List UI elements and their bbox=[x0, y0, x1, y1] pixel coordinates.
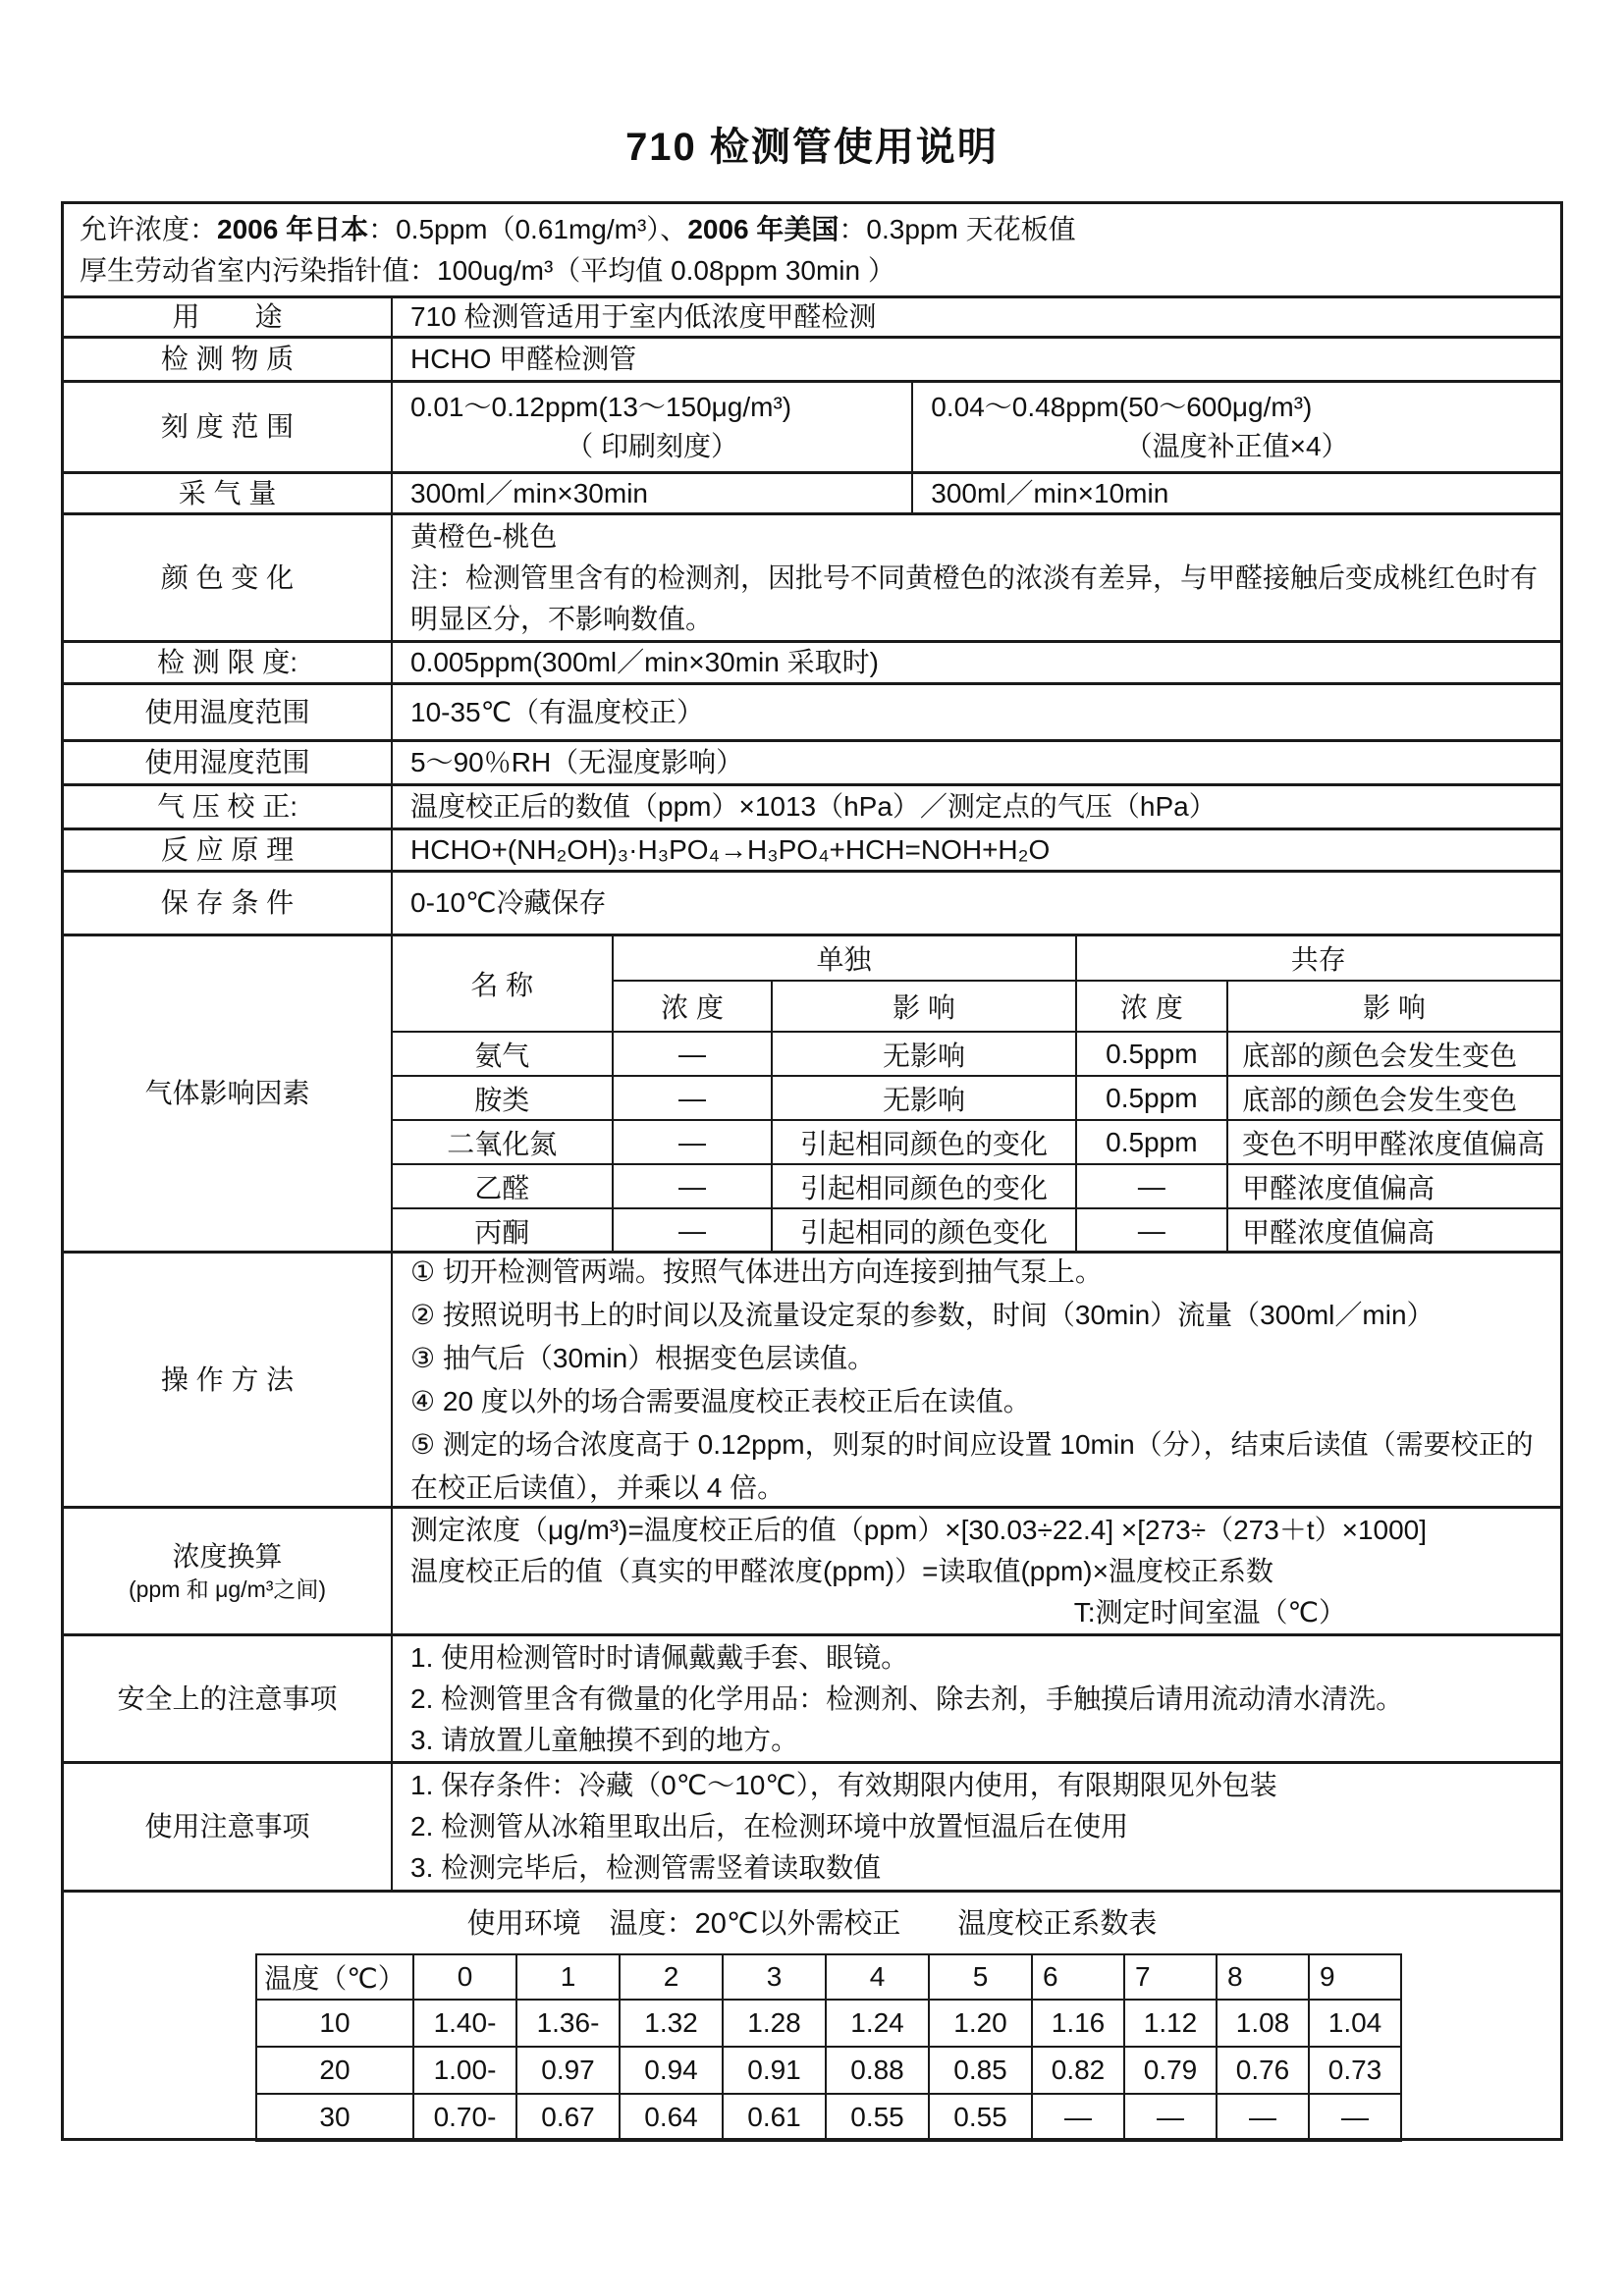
gas-effect-alone: 无影响 bbox=[772, 1032, 1075, 1076]
row-correction-table bbox=[64, 1890, 1560, 2138]
correction-temp: 10 bbox=[256, 2000, 413, 2047]
gas-header-effect-coexist: 影 响 bbox=[1227, 981, 1560, 1032]
allowed-usa-2006: 2006 年美国 bbox=[687, 213, 839, 244]
humidity-range-value: 5～90％RH（无湿度影响） bbox=[410, 747, 744, 777]
gas-effect-coexist: 甲醛浓度值偏高 bbox=[1227, 1164, 1560, 1208]
safety-notes-list bbox=[393, 1636, 1560, 1761]
purpose-label: 用 途 bbox=[64, 298, 393, 336]
operation-step-1: ① 切开检测管两端。按照气体进出方向连接到抽气泵上。 bbox=[410, 1255, 1103, 1287]
correction-row-20 bbox=[256, 2047, 1401, 2094]
row-sampling-volume bbox=[64, 471, 1560, 512]
gas-conc-coexist: 0.5ppm bbox=[1076, 1120, 1228, 1164]
gas-influence-table-wrap bbox=[393, 936, 1560, 1251]
correction-value: 1.36- bbox=[516, 2000, 620, 2047]
safety-notes-label: 安全上的注意事项 bbox=[64, 1636, 393, 1761]
row-usage-notes bbox=[64, 1761, 1560, 1890]
gas-row-acetone bbox=[393, 1208, 1560, 1253]
substance-value: HCHO 甲醛检测管 bbox=[410, 344, 637, 374]
correction-section bbox=[64, 1893, 1560, 2138]
sampling-volume-values bbox=[393, 474, 1560, 512]
reaction-principle-label: 反 应 原 理 bbox=[64, 830, 393, 870]
correction-value: 1.32 bbox=[620, 2000, 723, 2047]
correction-digit: 0 bbox=[413, 1954, 516, 2000]
correction-digit: 4 bbox=[826, 1954, 929, 2000]
correction-table bbox=[255, 1953, 1402, 2142]
conversion-formulas bbox=[393, 1509, 1560, 1633]
sampling-volume-label: 采 气 量 bbox=[64, 474, 393, 512]
correction-value: 1.00- bbox=[413, 2047, 516, 2094]
correction-value: — bbox=[1032, 2094, 1124, 2141]
correction-value: 0.64 bbox=[620, 2094, 723, 2141]
temperature-range-value: 10-35℃（有温度校正） bbox=[410, 696, 705, 727]
correction-digit: 3 bbox=[723, 1954, 826, 2000]
correction-value: 0.82 bbox=[1032, 2047, 1124, 2094]
scale-corrected-range: 0.04～0.48ppm(50～600μg/m³) bbox=[931, 392, 1313, 422]
allowed-concentration-text bbox=[64, 204, 1560, 295]
correction-row-10 bbox=[256, 2000, 1401, 2047]
correction-row-30 bbox=[256, 2094, 1401, 2141]
correction-value: — bbox=[1217, 2094, 1309, 2141]
scale-range-printed bbox=[393, 383, 913, 471]
correction-value: 1.16 bbox=[1032, 2000, 1124, 2047]
gas-conc-alone: — bbox=[613, 1076, 773, 1120]
row-purpose bbox=[64, 295, 1560, 336]
gas-name: 乙醛 bbox=[393, 1164, 613, 1208]
gas-name: 胺类 bbox=[393, 1076, 613, 1120]
row-allowed-concentration bbox=[64, 204, 1560, 295]
correction-value: 0.73 bbox=[1309, 2047, 1401, 2094]
detection-limit-label: 检 测 限 度: bbox=[64, 643, 393, 682]
gas-effect-coexist: 甲醛浓度值偏高 bbox=[1242, 1217, 1435, 1248]
substance-label: 检 测 物 质 bbox=[64, 339, 393, 380]
correction-digit: 8 bbox=[1217, 1954, 1309, 2000]
conversion-formula-1: 测定浓度（μg/m³)=温度校正后的值（ppm）×[30.03÷22.4] ×[273÷（273＋t）×1000] bbox=[410, 1514, 1428, 1545]
correction-digit: 9 bbox=[1309, 1954, 1401, 2000]
pressure-correction-label: 气 压 校 正: bbox=[64, 786, 393, 828]
gas-header-alone: 单独 bbox=[613, 936, 1076, 981]
operation-step-2: ② 按照说明书上的时间以及流量设定泵的参数，时间（30min）流量（300ml／min） bbox=[410, 1299, 1435, 1330]
gas-name: 丙酮 bbox=[393, 1208, 613, 1253]
correction-value: 1.40- bbox=[413, 2000, 516, 2047]
row-gas-influence bbox=[64, 934, 1560, 1251]
gas-effect-coexist: 底部的颜色会发生变色 bbox=[1227, 1032, 1560, 1076]
allowed-usa-value: ：0.3ppm 天花板值 bbox=[839, 213, 1076, 244]
gas-effect-alone: 引起相同的颜色变化 bbox=[772, 1208, 1075, 1253]
conversion-label-line2: (ppm 和 μg/m³之间) bbox=[128, 1575, 327, 1602]
safety-note-1: 1. 使用检测管时时请佩戴戴手套、眼镜。 bbox=[410, 1641, 909, 1673]
correction-value: 1.08 bbox=[1217, 2000, 1309, 2047]
allowed-japan-value: ：0.5ppm（0.61mg/m³）、 bbox=[368, 213, 688, 244]
gas-conc-coexist: — bbox=[1076, 1208, 1228, 1253]
scale-range-corrected bbox=[913, 383, 1560, 471]
scale-printed-range: 0.01～0.12ppm(13～150μg/m³) bbox=[410, 392, 792, 422]
correction-value: 0.88 bbox=[826, 2047, 929, 2094]
gas-conc-alone: — bbox=[613, 1164, 773, 1208]
correction-value: 0.85 bbox=[929, 2047, 1032, 2094]
gas-header-coexist: 共存 bbox=[1076, 936, 1560, 981]
conversion-label bbox=[64, 1509, 393, 1633]
gas-header-name: 名 称 bbox=[393, 936, 613, 1032]
scale-corrected-note: （温度补正值×4） bbox=[1124, 431, 1349, 461]
gas-header-effect-alone: 影 响 bbox=[772, 981, 1075, 1032]
correction-value: — bbox=[1309, 2094, 1401, 2141]
gas-effect-coexist: 变色不明甲醛浓度值偏高 bbox=[1227, 1120, 1560, 1164]
conversion-note-t: T:测定时间室温（℃） bbox=[1073, 1596, 1346, 1628]
operation-step-3: ③ 抽气后（30min）根据变色层读值。 bbox=[410, 1342, 876, 1373]
storage-condition-value: 0-10℃冷藏保存 bbox=[410, 887, 607, 918]
usage-note-1: 1. 保存条件：冷藏（0℃～10℃），有效期限内使用，有限期限见外包装 bbox=[410, 1770, 1277, 1800]
purpose-value: 710 检测管适用于室内低浓度甲醛检测 bbox=[410, 301, 877, 332]
correction-value: — bbox=[1124, 2094, 1217, 2141]
correction-value: 0.55 bbox=[929, 2094, 1032, 2141]
allowed-japan-2006: 2006 年日本 bbox=[217, 213, 369, 244]
instruction-table bbox=[61, 201, 1563, 2141]
correction-value: 1.28 bbox=[723, 2000, 826, 2047]
gas-row-no2 bbox=[393, 1120, 1560, 1164]
gas-conc-alone: — bbox=[613, 1032, 773, 1076]
detection-limit-value: 0.005ppm(300ml／min×30min 采取时) bbox=[410, 647, 879, 677]
correction-value: 1.12 bbox=[1124, 2000, 1217, 2047]
correction-header-row bbox=[256, 1954, 1401, 2000]
conversion-formula-2: 温度校正后的值（真实的甲醛浓度(ppm)）=读取值(ppm)×温度校正系数 bbox=[410, 1555, 1273, 1586]
correction-caption: 使用环境 温度：20℃以外需校正 温度校正系数表 bbox=[466, 1908, 1158, 1940]
gas-effect-coexist: 底部的颜色会发生变色 bbox=[1227, 1076, 1560, 1120]
gas-header-row-1 bbox=[393, 936, 1560, 981]
correction-value: 0.70- bbox=[413, 2094, 516, 2141]
color-change-line1: 黄橙色-桃色 bbox=[410, 520, 558, 552]
gas-conc-coexist: — bbox=[1076, 1164, 1228, 1208]
correction-value: 0.67 bbox=[516, 2094, 620, 2141]
allowed-line1 bbox=[80, 209, 1544, 250]
gas-conc-alone: — bbox=[613, 1208, 773, 1253]
correction-temp: 20 bbox=[256, 2047, 413, 2094]
pressure-correction-value: 温度校正后的数值（ppm）×1013（hPa）／测定点的气压（hPa） bbox=[410, 791, 1217, 822]
usage-notes-label: 使用注意事项 bbox=[64, 1764, 393, 1890]
gas-name: 二氧化氮 bbox=[393, 1120, 613, 1164]
reaction-principle-formula: HCHO+(NH₂OH)₃·H₃PO₄→H₃PO₄+HCH=NOH+H₂O bbox=[410, 834, 1051, 865]
row-concentration-conversion bbox=[64, 1506, 1560, 1633]
color-change-note: 注：检测管里含有的检测剂，因批号不同黄橙色的浓淡有差异，与甲醛接触后变成桃红色时有明显区分，不影响数值。 bbox=[410, 561, 1539, 634]
correction-temp: 30 bbox=[256, 2094, 413, 2141]
correction-digit: 2 bbox=[620, 1954, 723, 2000]
gas-row-acetaldehyde bbox=[393, 1164, 1560, 1208]
row-storage-condition bbox=[64, 870, 1560, 934]
sampling-volume-right: 300ml／min×10min bbox=[931, 477, 1169, 508]
row-color-change bbox=[64, 512, 1560, 640]
correction-value: 0.61 bbox=[723, 2094, 826, 2141]
scale-range-values bbox=[393, 383, 1560, 471]
allowed-line2: 厚生劳动省室内污染指针值：100ug/m³（平均值 0.08ppm 30min ） bbox=[80, 254, 895, 286]
correction-value: 0.91 bbox=[723, 2047, 826, 2094]
gas-effect-alone: 引起相同颜色的变化 bbox=[772, 1120, 1075, 1164]
row-scale-range bbox=[64, 380, 1560, 471]
gas-row-ammonia bbox=[393, 1032, 1560, 1076]
temperature-range-label: 使用温度范围 bbox=[64, 685, 393, 739]
correction-value: 0.55 bbox=[826, 2094, 929, 2141]
storage-condition-label: 保 存 条 件 bbox=[64, 873, 393, 934]
allowed-prefix: 允许浓度： bbox=[80, 213, 218, 244]
correction-digit: 1 bbox=[516, 1954, 620, 2000]
gas-effect-alone: 引起相同颜色的变化 bbox=[772, 1164, 1075, 1208]
page-title: 710 检测管使用说明 bbox=[625, 126, 999, 169]
gas-influence-label: 气体影响因素 bbox=[64, 936, 393, 1251]
safety-note-2: 2. 检测管里含有微量的化学用品：检测剂、除去剂，手触摸后请用流动清水清洗。 bbox=[410, 1682, 1404, 1714]
gas-header-conc-coexist: 浓 度 bbox=[1076, 981, 1228, 1032]
correction-value: 1.04 bbox=[1309, 2000, 1401, 2047]
gas-influence-table bbox=[393, 936, 1560, 1253]
gas-conc-alone: — bbox=[613, 1120, 773, 1164]
correction-value: 0.79 bbox=[1124, 2047, 1217, 2094]
gas-header-conc-alone: 浓 度 bbox=[613, 981, 773, 1032]
sampling-volume-left: 300ml／min×30min bbox=[393, 474, 913, 512]
correction-digit: 5 bbox=[929, 1954, 1032, 2000]
gas-name: 氨气 bbox=[393, 1032, 613, 1076]
correction-value: 0.94 bbox=[620, 2047, 723, 2094]
correction-col-header: 温度（℃） bbox=[256, 1954, 413, 2000]
row-reaction-principle bbox=[64, 828, 1560, 870]
operation-method-label: 操 作 方 法 bbox=[64, 1254, 393, 1506]
scale-range-label: 刻 度 范 围 bbox=[64, 383, 393, 471]
operation-step-4: ④ 20 度以外的场合需要温度校正表校正后在读值。 bbox=[410, 1385, 1031, 1416]
row-safety-notes bbox=[64, 1633, 1560, 1761]
operation-step-5: ⑤ 测定的场合浓度高于 0.12ppm，则泵的时间应设置 10min（分），结束后读值（需要校正的在校正后读值），并乘以 4 倍。 bbox=[410, 1428, 1534, 1503]
usage-note-2: 2. 检测管从冰箱里取出后，在检测环境中放置恒温后在使用 bbox=[410, 1811, 1129, 1842]
usage-note-3: 3. 检测完毕后，检测管需竖着读取数值 bbox=[410, 1852, 882, 1883]
row-substance bbox=[64, 336, 1560, 380]
correction-digit: 6 bbox=[1032, 1954, 1124, 2000]
correction-digit: 7 bbox=[1124, 1954, 1217, 2000]
operation-steps bbox=[393, 1254, 1560, 1506]
gas-effect-alone: 无影响 bbox=[772, 1076, 1075, 1120]
correction-value: 1.20 bbox=[929, 2000, 1032, 2047]
row-pressure-correction bbox=[64, 783, 1560, 828]
conversion-label-line1: 浓度换算 bbox=[172, 1540, 283, 1572]
gas-row-amines bbox=[393, 1076, 1560, 1120]
correction-value: 0.76 bbox=[1217, 2047, 1309, 2094]
scale-printed-note: （ 印刷刻度） bbox=[566, 431, 739, 461]
gas-conc-coexist: 0.5ppm bbox=[1076, 1076, 1228, 1120]
gas-conc-coexist: 0.5ppm bbox=[1076, 1032, 1228, 1076]
row-detection-limit bbox=[64, 640, 1560, 682]
row-temperature-range bbox=[64, 682, 1560, 739]
row-operation-method bbox=[64, 1251, 1560, 1506]
row-humidity-range bbox=[64, 739, 1560, 783]
correction-value: 1.24 bbox=[826, 2000, 929, 2047]
safety-note-3: 3. 请放置儿童触摸不到的地方。 bbox=[410, 1724, 799, 1755]
color-change-label: 颜 色 变 化 bbox=[64, 515, 393, 640]
humidity-range-label: 使用湿度范围 bbox=[64, 742, 393, 783]
color-change-value bbox=[393, 515, 1560, 640]
correction-value: 0.97 bbox=[516, 2047, 620, 2094]
usage-notes-list bbox=[393, 1764, 1560, 1890]
